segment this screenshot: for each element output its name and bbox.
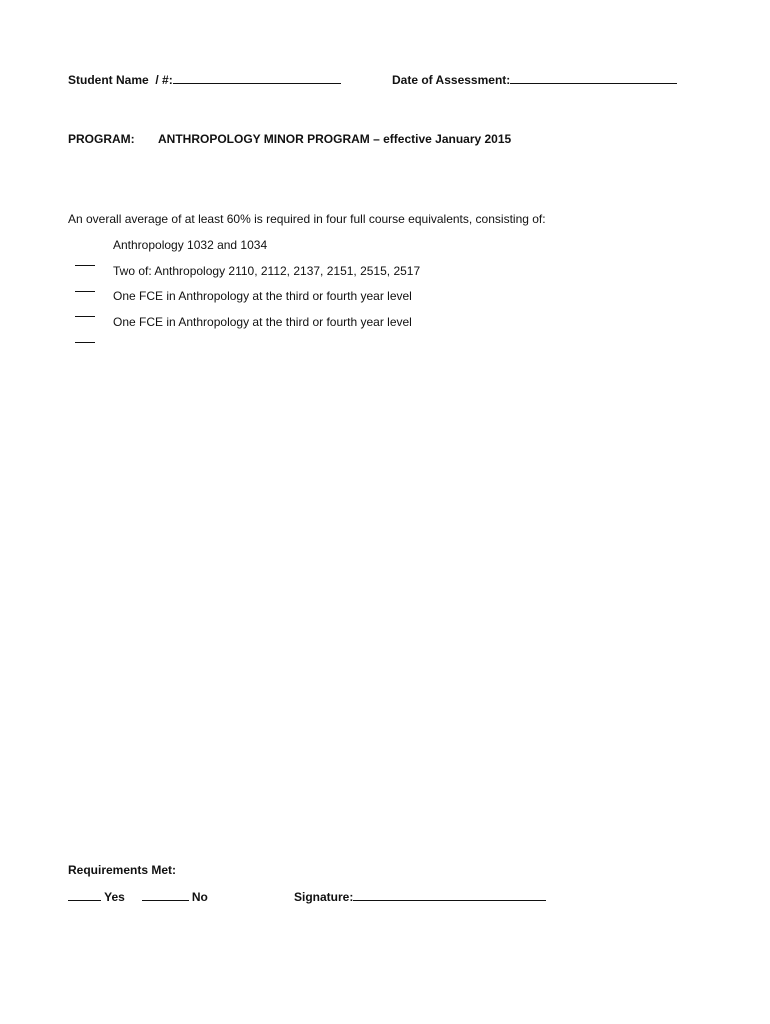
yes-label: Yes [104,890,125,904]
requirement-item [68,314,412,363]
student-name-blank[interactable] [173,71,341,84]
date-of-assessment-field [392,71,677,88]
requirement-checkbox-blank[interactable] [75,330,95,343]
requirements-intro: An overall average of at least 60% is required in four full course equivalents, consisting of: [68,212,546,226]
signature-blank[interactable] [353,888,546,901]
requirement-text: Two of: Anthropology 2110, 2112, 2137, 2151, 2515, 2517 [113,264,421,278]
signature-label: Signature: [294,890,354,904]
program-value: ANTHROPOLOGY MINOR PROGRAM – effective January 2015 [158,132,512,146]
program-label: PROGRAM: [68,132,135,146]
no-label: No [191,890,208,904]
student-name-field [68,71,341,88]
requirement-text: One FCE in Anthropology at the third or fourth year level [113,315,412,329]
signature-field [294,888,546,905]
requirements-met-options [68,888,208,905]
no-blank[interactable] [142,888,189,901]
date-of-assessment-blank[interactable] [510,71,677,84]
requirement-text: Anthropology 1032 and 1034 [113,238,268,252]
requirements-met-label: Requirements Met: [68,863,177,877]
student-name-label: Student Name / #: [68,73,173,87]
date-of-assessment-label: Date of Assessment: [392,73,511,87]
yes-blank[interactable] [68,888,101,901]
requirement-text: One FCE in Anthropology at the third or fourth year level [113,289,412,303]
